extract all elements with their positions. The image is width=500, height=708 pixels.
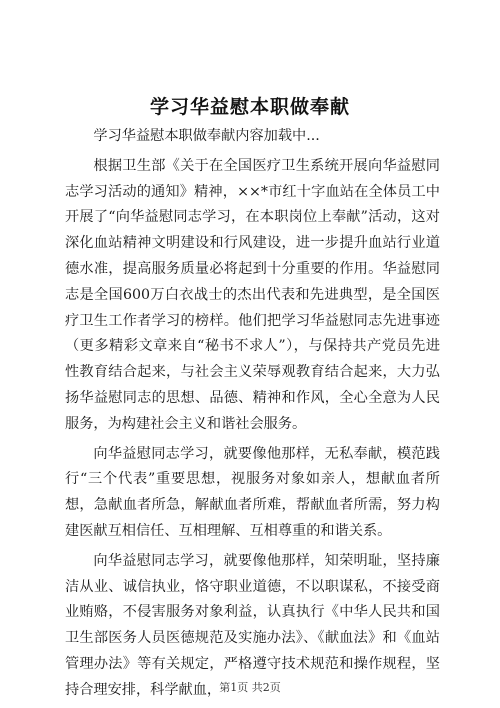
document-title: 学习华益慰本职做奉献 — [149, 96, 350, 118]
paragraph-integrity: 向华益慰同志学习，就要像他那样，知荣明耻，坚持廉洁从业、诚信执业，恪守职业道德，不以职谋私，不接受商业贿赂，不侵害服务对象利益，认真执行《中华人民共和国卫生部医务人员医德规范及实施办法》、《献血法》和《血站管理办法》等有关规定，严格遵守技术规范和操作规程，坚持合理安排，科学献血， — [65, 552, 440, 698]
paragraph-dedication: 向华益慰同志学习，就要像他那样，无私奉献，模范践行“三个代表”重要思想，视服务对象如亲人，想献血者所想，急献血者所急，解献血者所难，帮献血者所需，努力构建医献互相信任、互相理解、互相尊重的和谐关系。 — [65, 445, 440, 539]
document-body — [65, 124, 440, 708]
paragraph-loading: 学习华益慰本职做奉献内容加载中... — [93, 128, 320, 144]
page-number-footer: 第1页 共2页 — [219, 681, 281, 694]
paragraph-intro: 根据卫生部《关于在全国医疗卫生系统开展向华益慰同志学习活动的通知》精神，××*市红十字血站在全体员工中开展了“向华益慰同志学习，在本职岗位上奉献”活动，这对深化血站精神文明建设和行风建设，进一步提升血站行业道德水准，提高服务质量必将起到十分重要的作用。华益慰同志是全国600万白衣战士的杰出代表和先进典型，是全国医疗卫生工作者学习的榜样。他们把学习华益慰同志先进事迹（更多精彩文章来自“秘书不求人”），与保持共产党员先进性教育结合起来，与社会主义荣辱观教育结合起来，大力弘扬华益慰同志的思想、品德、精神和作风，全心全意为人民服务，为构建社会主义和谐社会服务。 — [65, 157, 440, 432]
